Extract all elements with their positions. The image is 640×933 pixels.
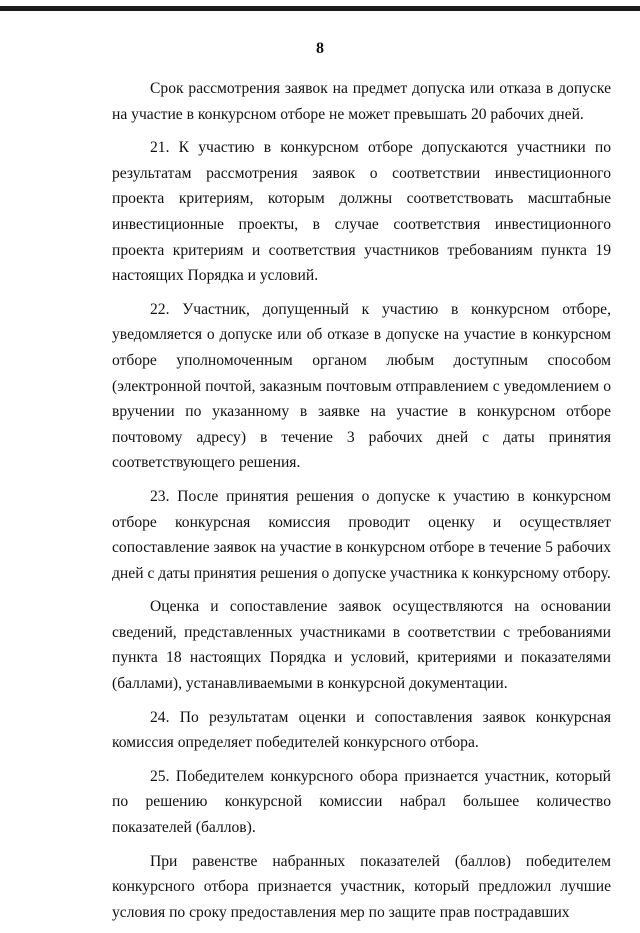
paragraph-tie-rule: При равенстве набранных показателей (баллов) победителем конкурсного отбора признается участник, который предложил лучшие условия по сроку предоставления мер по защите прав пострадавших — [112, 852, 611, 921]
page-number: 8 — [316, 40, 324, 57]
paragraph-review-deadline: Срок рассмотрения заявок на предмет допуска или отказа в допуске на участие в конкурсном отборе не может превышать 20 рабочих дней. — [112, 80, 611, 123]
paragraph-24: 24. По результатам оценки и сопоставления заявок конкурсная комиссия определяет победителей конкурсного отбора. — [112, 708, 611, 752]
paragraph-25: 25. Победителем конкурсного обора признается участник, который по решению конкурсной комиссии набрал большее количество показателей (баллов). — [112, 767, 611, 837]
paragraph-evaluation: Оценка и сопоставление заявок осуществляются на основании сведений, представленных участниками в соответствии с требованиями пункта 18 настоящих Порядка и условий, критериями и показателями (баллами), устанавливаемыми в конкурсной документации. — [112, 598, 611, 693]
top-border-line — [0, 6, 640, 11]
document-body — [112, 76, 611, 933]
paragraph-22: 22. Участник, допущенный к участию в конкурсном отборе, уведомляется о допуске или об отказе в допуске на участие в конкурсном отборе уполномоченным органом любым доступным способом (электронной почтой, заказным почтовым отправлением с уведомлением о вручении по указанному в заявке на участие в конкурсном отборе почтовому адресу) в течение 3 рабочих дней с даты принятия соответствующего решения. — [112, 300, 611, 472]
paragraph-23: 23. После принятия решения о допуске к участию в конкурсном отборе конкурсная комиссия проводит оценку и осуществляет сопоставление заявок на участие в конкурсном отборе в течение 5 рабочих дней с даты принятия решения о допуске участника к конкурсному отбору. — [112, 487, 611, 582]
paragraph-21: 21. К участию в конкурсном отборе допускаются участники по результатам рассмотрения заявок о соответствии инвестиционного проекта критериям, которым должны соответствовать масштабные инвестиционные проекты, в случае соответствия инвестиционного проекта критериям и соответствия участников требованиям пункта 19 настоящих Порядка и условий. — [112, 139, 611, 285]
